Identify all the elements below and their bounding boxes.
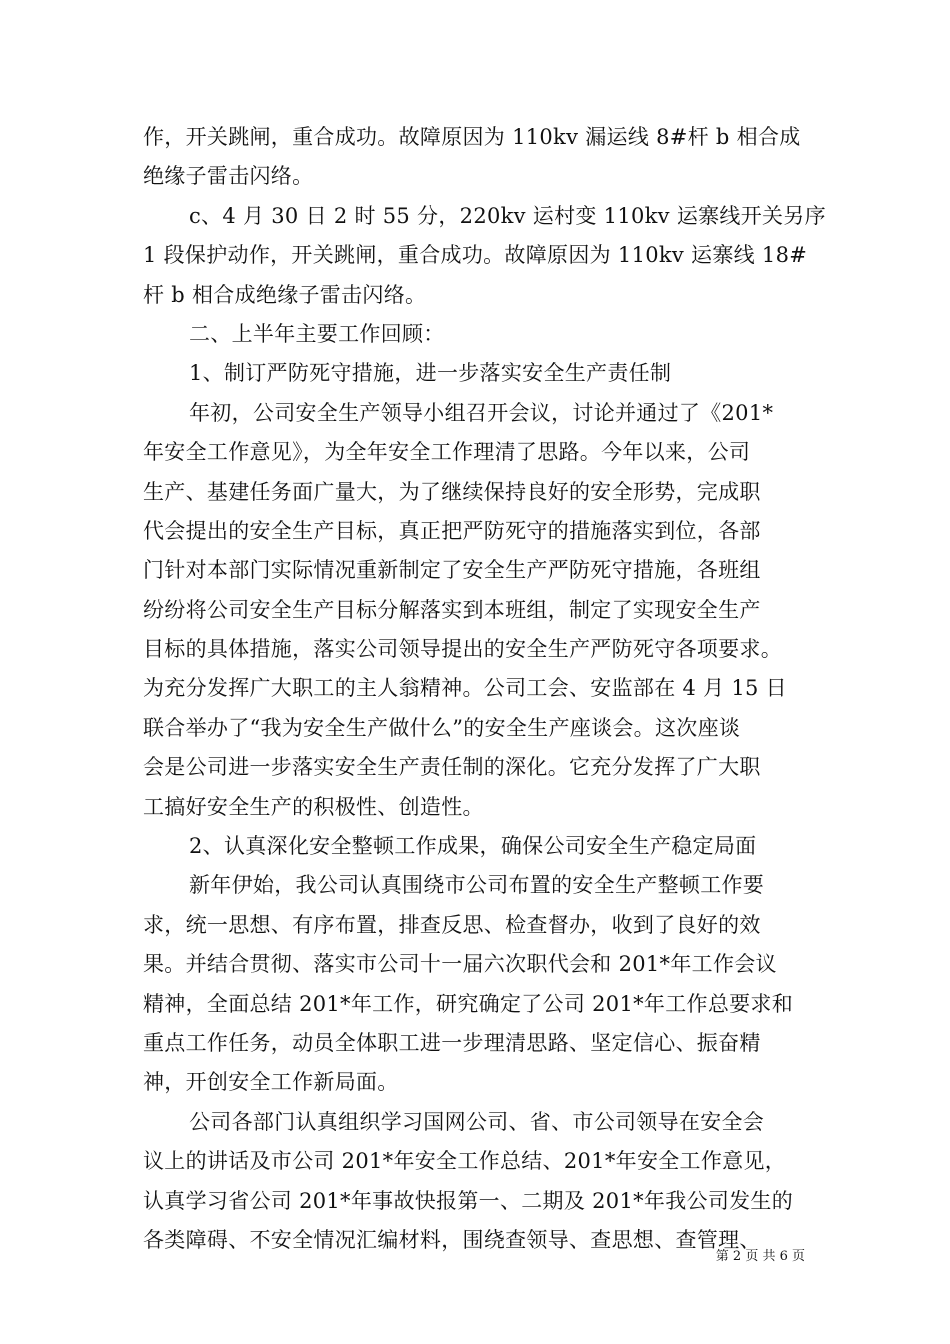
text-line: 神，开创安全工作新局面。 [143,1070,399,1095]
text-line: 求，统一思想、有序布置，排查反思、检查督办，收到了良好的效 [143,912,761,937]
text-line: 门针对本部门实际情况重新制定了安全生产严防死守措施，各班组 [143,558,761,583]
page-number-footer: 第 2 页 共 6 页 [715,1249,805,1264]
text-line: 作，开关跳闸，重合成功。故障原因为 110kv 漏运线 8#杆 b 相合成 [143,125,801,149]
text-line: 各类障碍、不安全情况汇编材料，围绕查领导、查思想、查管理、 [143,1227,761,1252]
text-line: 认真学习省公司 201*年事故快报第一、二期及 201*年我公司发生的 [143,1188,794,1213]
text-line: 1、制订严防死守措施，进一步落实安全生产责任制 [189,361,672,386]
text-line: 为充分发挥广大职工的主人翁精神。公司工会、安监部在 4 月 15 日 [143,676,787,701]
text-line: 果。并结合贯彻、落实市公司十一届六次职代会和 201*年工作会议 [143,952,777,977]
text-line: 2、认真深化安全整顿工作成果，确保公司安全生产稳定局面 [189,834,757,859]
text-line: 二、上半年主要工作回顾： [189,321,445,346]
text-line: 年安全工作意见》，为全年安全工作理清了思路。今年以来，公司 [143,440,751,465]
text-line: 工搞好安全生产的积极性、创造性。 [143,794,484,819]
text-line: c、4 月 30 日 2 时 55 分，220kv 运村变 110kv 运寨线开关另序 [189,203,826,228]
text-line: 绝缘子雷击闪络。 [143,164,314,189]
text-line: 纷纷将公司安全生产目标分解落实到本班组，制定了实现安全生产 [143,597,761,622]
text-line: 新年伊始，我公司认真围绕市公司布置的安全生产整顿工作要 [189,873,765,898]
text-line: 目标的具体措施，落实公司领导提出的安全生产严防死守各项要求。 [143,637,782,662]
text-line: 代会提出的安全生产目标，真正把严防死守的措施落实到位，各部 [143,518,761,543]
document-body [143,118,833,1260]
text-line: 会是公司进一步落实安全生产责任制的深化。它充分发挥了广大职 [143,755,761,780]
text-line: 精神，全面总结 201*年工作，研究确定了公司 201*年工作总要求和 [143,991,794,1016]
text-line: 议上的讲话及市公司 201*年安全工作总结、201*年安全工作意见， [143,1149,787,1174]
text-line: 联合举办了“我为安全生产做什么”的安全生产座谈会。这次座谈 [143,715,741,740]
text-line: 重点工作任务，动员全体职工进一步理清思路、坚定信心、振奋精 [143,1030,761,1055]
text-line: 生产、基建任务面广量大，为了继续保持良好的安全形势，完成职 [143,479,761,504]
text-line: 1 段保护动作，开关跳闸，重合成功。故障原因为 110kv 运寨线 18# [143,243,808,268]
text-line: 杆 b 相合成绝缘子雷击闪络。 [143,282,427,307]
text-line: 年初，公司安全生产领导小组召开会议，讨论并通过了《201* [189,400,774,425]
text-line: 公司各部门认真组织学习国网公司、省、市公司领导在安全会 [189,1109,765,1134]
